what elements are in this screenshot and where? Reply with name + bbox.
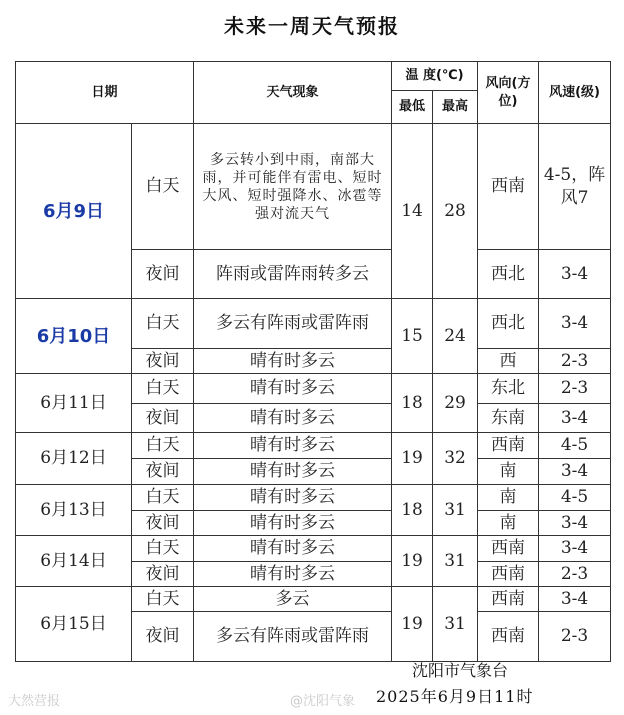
wind-speed: 3-4 [539, 587, 611, 612]
table-row [16, 299, 611, 349]
wind-dir: 南 [478, 459, 539, 485]
table-row [16, 587, 611, 612]
weather-cell: 晴有时多云 [194, 349, 392, 374]
weather-cell: 多云有阵雨或雷阵雨 [194, 299, 392, 349]
weather-cell: 多云 [194, 587, 392, 612]
wind-speed: 2-3 [539, 562, 611, 587]
weather-cell: 晴有时多云 [194, 511, 392, 536]
wind-dir: 西南 [478, 433, 539, 459]
wind-dir: 西北 [478, 250, 539, 299]
wind-speed: 3-4 [539, 299, 611, 349]
header-wind-speed: 风速(级) [539, 62, 611, 124]
header-wind-dir: 风向(方位) [478, 62, 539, 124]
period-label: 白天 [132, 433, 194, 459]
wind-speed: 3-4 [539, 404, 611, 433]
wind-dir: 南 [478, 511, 539, 536]
watermark-middle: @沈阳气象 [290, 694, 356, 709]
wind-dir: 西南 [478, 612, 539, 662]
wind-dir: 西南 [478, 536, 539, 562]
period-label: 夜间 [132, 250, 194, 299]
period-label: 夜间 [132, 404, 194, 433]
issue-time: 2025年6月9日11时 [376, 687, 534, 706]
weather-cell: 多云转小到中雨，南部大雨，并可能伴有雷电、短时大风、短时强降水、冰雹等强对流天气 [194, 124, 392, 250]
low-temp: 19 [392, 536, 433, 587]
header-weather: 天气现象 [194, 62, 392, 124]
weather-cell: 晴有时多云 [194, 536, 392, 562]
period-label: 夜间 [132, 349, 194, 374]
low-temp: 19 [392, 587, 433, 662]
weather-cell: 晴有时多云 [194, 485, 392, 511]
wind-speed: 2-3 [539, 612, 611, 662]
date-cell: 6月11日 [16, 374, 132, 433]
period-label: 白天 [132, 485, 194, 511]
date-cell: 6月12日 [16, 433, 132, 485]
high-temp: 24 [433, 299, 478, 374]
weather-cell: 阵雨或雷阵雨转多云 [194, 250, 392, 299]
date-cell: 6月14日 [16, 536, 132, 587]
watermark-left: 大然营报 [8, 694, 61, 709]
period-label: 夜间 [132, 562, 194, 587]
period-label: 白天 [132, 299, 194, 349]
wind-dir: 西南 [478, 124, 539, 250]
forecast-table [15, 61, 611, 662]
wind-dir: 西北 [478, 299, 539, 349]
wind-dir: 西南 [478, 562, 539, 587]
period-label: 夜间 [132, 612, 194, 662]
weather-cell: 晴有时多云 [194, 562, 392, 587]
wind-speed: 2-3 [539, 374, 611, 404]
table-row [16, 536, 611, 562]
period-label: 夜间 [132, 511, 194, 536]
low-temp: 18 [392, 485, 433, 536]
high-temp: 28 [433, 124, 478, 299]
wind-speed: 4-5，阵风7 [539, 124, 611, 250]
period-label: 白天 [132, 374, 194, 404]
high-temp: 32 [433, 433, 478, 485]
weather-cell: 多云有阵雨或雷阵雨 [194, 612, 392, 662]
wind-dir: 西南 [478, 587, 539, 612]
wind-speed: 3-4 [539, 511, 611, 536]
date-cell: 6月15日 [16, 587, 132, 662]
table-row [16, 485, 611, 511]
wind-speed: 4-5 [539, 485, 611, 511]
low-temp: 15 [392, 299, 433, 374]
weather-cell: 晴有时多云 [194, 374, 392, 404]
header-high: 最高 [433, 91, 478, 124]
period-label: 夜间 [132, 459, 194, 485]
wind-speed: 4-5 [539, 433, 611, 459]
period-label: 白天 [132, 124, 194, 250]
high-temp: 29 [433, 374, 478, 433]
high-temp: 31 [433, 587, 478, 662]
date-cell: 6月9日 [16, 124, 132, 299]
table-row [16, 433, 611, 459]
weather-cell: 晴有时多云 [194, 433, 392, 459]
header-date: 日期 [16, 62, 194, 124]
date-cell: 6月13日 [16, 485, 132, 536]
high-temp: 31 [433, 536, 478, 587]
period-label: 白天 [132, 536, 194, 562]
wind-dir: 南 [478, 485, 539, 511]
wind-dir: 东南 [478, 404, 539, 433]
wind-dir: 西 [478, 349, 539, 374]
low-temp: 18 [392, 374, 433, 433]
issuing-station: 沈阳市气象台 [412, 661, 509, 680]
header-temp: 温 度(℃) [392, 62, 478, 91]
wind-speed: 3-4 [539, 536, 611, 562]
weather-cell: 晴有时多云 [194, 459, 392, 485]
high-temp: 31 [433, 485, 478, 536]
low-temp: 19 [392, 433, 433, 485]
weather-cell: 晴有时多云 [194, 404, 392, 433]
table-row [16, 124, 611, 250]
wind-speed: 3-4 [539, 250, 611, 299]
wind-speed: 2-3 [539, 349, 611, 374]
table-row [16, 374, 611, 404]
low-temp: 14 [392, 124, 433, 299]
header-low: 最低 [392, 91, 433, 124]
wind-dir: 东北 [478, 374, 539, 404]
wind-speed: 3-4 [539, 459, 611, 485]
period-label: 白天 [132, 587, 194, 612]
page-title: 未来一周天气预报 [224, 14, 400, 38]
date-cell: 6月10日 [16, 299, 132, 374]
